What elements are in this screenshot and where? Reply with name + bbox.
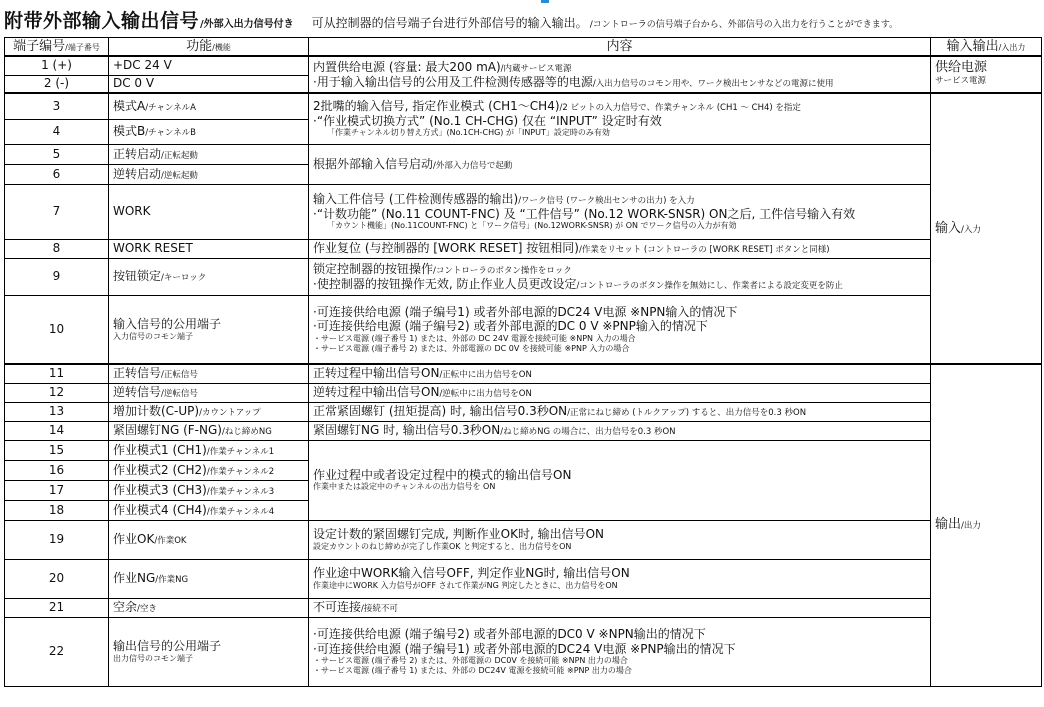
- table-row: [5, 239, 1042, 258]
- content-cell: 不可连接/接続不可: [309, 598, 931, 617]
- table-row: [5, 184, 1042, 239]
- function-name: 作业模式2 (CH2)/作業チャンネル2: [109, 460, 309, 480]
- function-name: 作业NG/作業NG: [109, 559, 309, 598]
- io-group-supply: 供给电源 サービス電源: [931, 56, 1042, 93]
- terminal-number: 3: [5, 93, 109, 119]
- terminal-number: 6: [5, 164, 109, 184]
- function-name: 按钮锁定/キーロック: [109, 258, 309, 295]
- function-name: 逆转信号/逆転信号: [109, 383, 309, 402]
- table-row: [5, 93, 1042, 119]
- terminal-number: 13: [5, 402, 109, 421]
- page-title-jp: /外部入出力信号付き: [200, 19, 294, 30]
- terminal-number: 8: [5, 239, 109, 258]
- terminal-number: 16: [5, 460, 109, 480]
- page-title: 附带外部输入输出信号: [4, 10, 200, 32]
- terminal-number: 12: [5, 383, 109, 402]
- terminal-number: 22: [5, 617, 109, 686]
- content-cell: 作业过程中或者设定过程中的模式的输出信号ON 作業中または設定中のチャンネルの出力信号を ON: [309, 440, 931, 520]
- content-cell: 正常紧固螺钉 (扭矩提高) 时, 输出信号0.3秒ON/正常にねじ締め (トルクアップ) すると、出力信号を0.3 秒ON: [309, 402, 931, 421]
- terminal-number: 4: [5, 119, 109, 144]
- table-row: [5, 364, 1042, 383]
- terminal-number: 18: [5, 500, 109, 520]
- function-name: 输入信号的公用端子 入力信号のコモン端子: [109, 295, 309, 364]
- function-name: 增加计数(C-UP)/カウントアップ: [109, 402, 309, 421]
- table-row: [5, 383, 1042, 402]
- content-cell: 锁定控制器的按钮操作/コントローラのボタン操作をロック ·使控制器的按钮操作无效, 防止作业人员更改设定/コントローラのボタン操作を無効にし、作業者による設定変更を防止: [309, 258, 931, 295]
- content-cell: 输入工件信号 (工件检测传感器的输出)/ワーク信号 (ワーク検出センサの出力) を入力 ·“计数功能” (No.11 COUNT-FNC) 及 “工件信号” (No.12 WORK-SNSR) ON之后, 工件信号输入有效 「カウント機能」(No.11COUNT-FNC) と「ワーク信号」(No.12WORK-SNSR) が ON でワーク信号の入力が有効: [309, 184, 931, 239]
- header-content: 内容: [309, 38, 931, 57]
- table-row: [5, 421, 1042, 440]
- content-cell: 逆转过程中输出信号ON/逆転中に出力信号をON: [309, 383, 931, 402]
- title-bar: [4, 6, 1040, 34]
- terminal-number: 20: [5, 559, 109, 598]
- function-name: 正转启动/正転起動: [109, 144, 309, 164]
- top-accent-mark: [541, 0, 549, 3]
- content-cell: ·可连接供给电源 (端子编号1) 或者外部电源的DC24 V电源 ※NPN输入的情况下 ·可连接供给电源 (端子编号2) 或者外部电源的DC 0 V ※PNP输入的情况下 ・サービス電源 (端子番号 1) または、外部の DC 24V 電源を接続可能 ※NPN 入力の場合 ・サービス電源 (端子番号 2) または、外部電源の DC 0V を接続可能 ※PNP 入力の場合: [309, 295, 931, 364]
- header-terminal: 端子编号/端子番号: [5, 38, 109, 57]
- header-function: 功能/機能: [109, 38, 309, 57]
- function-name: +DC 24 V: [109, 56, 309, 75]
- table-row: [5, 258, 1042, 295]
- table-row: [5, 617, 1042, 686]
- function-name: 模式B/チャンネルB: [109, 119, 309, 144]
- function-name: 紧固螺钉NG (F-NG)/ねじ締めNG: [109, 421, 309, 440]
- page-description: 可从控制器的信号端子台进行外部信号的输入输出。: [311, 16, 588, 30]
- function-name: DC 0 V: [109, 75, 309, 93]
- table-row: [5, 56, 1042, 75]
- function-name: 正转信号/正転信号: [109, 364, 309, 383]
- terminal-number: 2 (-): [5, 75, 109, 93]
- table-row: [5, 402, 1042, 421]
- content-cell: 2批嘴的输入信号, 指定作业模式 (CH1〜CH4)/2 ビットの入力信号で、作業チャンネル (CH1 ～ CH4) を指定 ·“作业模式切换方式” (No.1 CH-CHG) 仅在 “INPUT” 设定时有效 「作業チャンネル切り替え方式」(No.1CH-CHG) が「INPUT」設定時のみ有効: [309, 93, 931, 144]
- table-row: [5, 559, 1042, 598]
- terminal-number: 9: [5, 258, 109, 295]
- function-name: 输出信号的公用端子 出力信号のコモン端子: [109, 617, 309, 686]
- content-cell: 根据外部输入信号启动/外部入力信号で起動: [309, 144, 931, 184]
- terminal-number: 7: [5, 184, 109, 239]
- content-cell: 设定计数的紧固螺钉完成, 判断作业OK时, 输出信号ON 設定カウントのねじ締めが完了し作業OK と判定すると、出力信号をON: [309, 520, 931, 559]
- content-cell: 作业途中WORK输入信号OFF, 判定作业NG时, 输出信号ON 作業途中にWORK 入力信号がOFF されて作業がNG 判定したときに、出力信号をON: [309, 559, 931, 598]
- content-cell: 内置供给电源 (容量: 最大200 mA)/内蔵サービス電源 ·用于输入输出信号的公用及工件检测传感器等的电源/入出力信号のコモン用や、ワーク検出センサなどの電源に使用: [309, 56, 931, 93]
- terminal-number: 5: [5, 144, 109, 164]
- io-group-output: 输出/出力: [931, 364, 1042, 686]
- function-name: 逆转启动/逆転起動: [109, 164, 309, 184]
- page-description-jp: /コントローラの信号端子台から、外部信号の入出力を行うことができます。: [589, 20, 899, 30]
- table-row: [5, 295, 1042, 364]
- io-group-input: 输入/入力: [931, 93, 1042, 364]
- content-cell: ·可连接供给电源 (端子编号2) 或者外部电源的DC0 V ※NPN输出的情况下 ·可连接供给电源 (端子编号1) 或者外部电源的DC24 V电源 ※PNP输出的情况下 ・サービス電源 (端子番号 2) または、外部電源の DC0V を接続可能 ※NPN 出力の場合 ・サービス電源 (端子番号 1) または、外部の DC24V 電源を接続可能 ※PNP 出力の場合: [309, 617, 931, 686]
- terminal-number: 10: [5, 295, 109, 364]
- function-name: 作业模式3 (CH3)/作業チャンネル3: [109, 480, 309, 500]
- function-name: WORK: [109, 184, 309, 239]
- terminal-number: 21: [5, 598, 109, 617]
- terminal-number: 19: [5, 520, 109, 559]
- content-cell: 正转过程中输出信号ON/正転中に出力信号をON: [309, 364, 931, 383]
- content-cell: 作业复位 (与控制器的 [WORK RESET] 按钮相同)/作業をリセット (コントローラの [WORK RESET] ボタンと同様): [309, 239, 931, 258]
- terminal-number: 14: [5, 421, 109, 440]
- table-row: [5, 598, 1042, 617]
- function-name: 模式A/チャンネルA: [109, 93, 309, 119]
- signal-table: [4, 37, 1042, 687]
- table-row: [5, 144, 1042, 164]
- terminal-number: 1 (+): [5, 56, 109, 75]
- terminal-number: 11: [5, 364, 109, 383]
- terminal-number: 17: [5, 480, 109, 500]
- terminal-number: 15: [5, 440, 109, 460]
- content-cell: 紧固螺钉NG 时, 输出信号0.3秒ON/ねじ締めNG の場合に、出力信号を0.3 秒ON: [309, 421, 931, 440]
- table-header-row: [5, 38, 1042, 57]
- function-name: 作业OK/作業OK: [109, 520, 309, 559]
- function-name: 空余/空き: [109, 598, 309, 617]
- header-io: 输入输出/入出力: [931, 38, 1042, 57]
- function-name: 作业模式1 (CH1)/作業チャンネル1: [109, 440, 309, 460]
- table-row: [5, 440, 1042, 460]
- function-name: 作业模式4 (CH4)/作業チャンネル4: [109, 500, 309, 520]
- function-name: WORK RESET: [109, 239, 309, 258]
- table-row: [5, 520, 1042, 559]
